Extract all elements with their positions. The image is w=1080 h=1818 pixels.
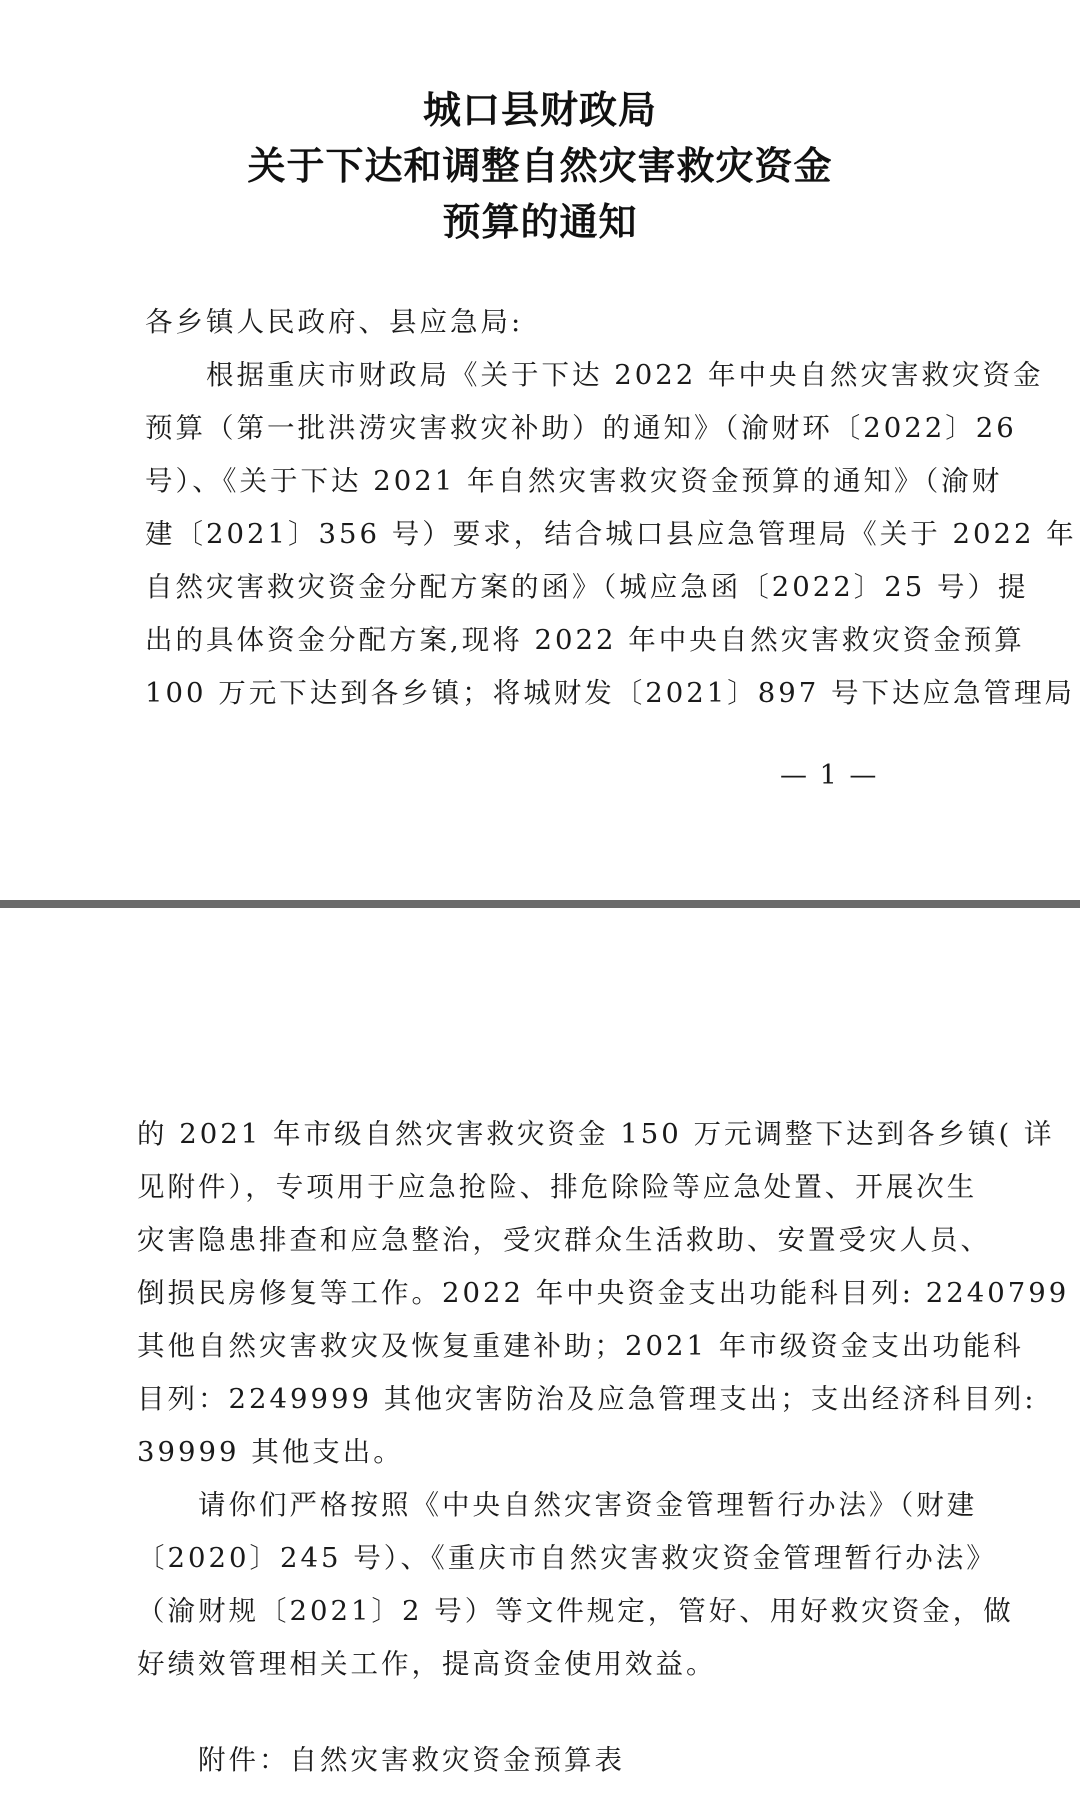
title-subject: 关于下达和调整自然灾害救灾资金 (247, 143, 833, 188)
text-line: 灾害隐患排查和应急整治，受灾群众生活救助、安置受灾人员、 (137, 1224, 991, 1256)
text-line: 建〔2021〕356 号）要求，结合城口县应急管理局《关于 2022 年 (145, 518, 1077, 550)
text-line: 预算（第一批洪涝灾害救灾补助）的通知》（渝财环〔2022〕26 (145, 412, 1017, 444)
text-line: 39999 其他支出。 (137, 1436, 404, 1468)
text-line: 〔2020〕245 号）、《重庆市自然灾害救灾资金管理暂行办法》 (137, 1542, 997, 1574)
text-line: 出的具体资金分配方案,现将 2022 年中央自然灾害救灾资金预算 (145, 624, 1025, 656)
text-line: 其他自然灾害救灾及恢复重建补助；2021 年市级资金支出功能科 (137, 1330, 1024, 1362)
text-line: 倒损民房修复等工作。2022 年中央资金支出功能科目列: 2240799 (137, 1277, 1070, 1309)
page-number: — 1 — (780, 760, 879, 791)
body-paragraph-1 (145, 349, 1077, 720)
text-line: 100 万元下达到各乡镇；将城财发〔2021〕897 号下达应急管理局 (145, 677, 1075, 709)
text-line: 号）、《关于下达 2021 年自然灾害救灾资金预算的通知》（渝财 (145, 465, 1003, 497)
text-line: 自然灾害救灾资金分配方案的函》（城应急函〔2022〕25 号）提 (145, 571, 1029, 603)
document-title (0, 82, 1080, 250)
title-subject-end: 预算的通知 (442, 199, 638, 244)
title-issuer: 城口县财政局 (422, 87, 657, 132)
text-line: 好绩效管理相关工作，提高资金使用效益。 (137, 1648, 717, 1680)
body-paragraph-1-continued (137, 1108, 1069, 1479)
text-line: 目列：2249999 其他灾害防治及应急管理支出；支出经济科目列: (137, 1383, 1037, 1415)
body-paragraph-2 (137, 1479, 1014, 1691)
salutation: 各乡镇人民政府、县应急局: (145, 306, 524, 338)
text-line: 请你们严格按照《中央自然灾害资金管理暂行办法》（财建 (137, 1489, 978, 1521)
text-line: 的 2021 年市级自然灾害救灾资金 150 万元调整下达到各乡镇( 详 (137, 1118, 1055, 1150)
page-divider (0, 900, 1080, 908)
text-line: 根据重庆市财政局《关于下达 2022 年中央自然灾害救灾资金 (145, 359, 1044, 391)
document-page-1 (0, 0, 1080, 900)
text-line: （渝财规〔2021〕2 号）等文件规定，管好、用好救灾资金，做 (137, 1595, 1014, 1627)
text-line: 见附件），专项用于应急抢险、排危除险等应急处置、开展次生 (137, 1171, 978, 1203)
attachment-line: 附件：自然灾害救灾资金预算表 (137, 1744, 625, 1776)
